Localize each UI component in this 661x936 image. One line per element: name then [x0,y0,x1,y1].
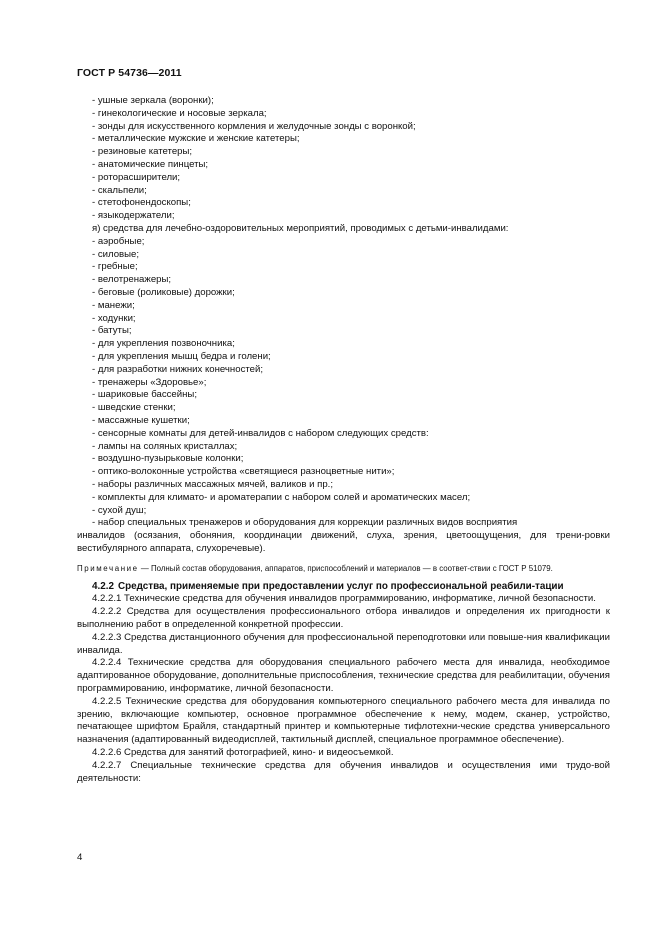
list-item: - оптико-волоконные устройства «светящиеся разноцветные нити»; [92,466,395,478]
list-item: - зонды для искусственного кормления и желудочные зонды с воронкой; [92,120,416,132]
list-item: - ушные зеркала (воронки); [92,95,214,106]
section-title: Средства, применяемые при предоставлении услуг по профессиональной реабили-тации [117,580,564,592]
list-item: - языкодержатели; [92,210,175,222]
list-item: - стетофонендоскопы; [92,197,191,209]
paragraph-text: Средства для занятий фотографией, кино- и видеосъемкой. [124,747,394,759]
section-heading-4-2-2 [77,581,610,594]
paragraph-number: 4.2.2.5 [92,695,122,707]
list-item: - сенсорные комнаты для детей-инвалидов с набором следующих средств: [92,427,429,439]
list-item: - анатомические пинцеты; [92,158,209,170]
note-label: Примечание [77,563,139,573]
list-item: - наборы различных массажных мячей, валиков и пр.; [92,478,334,490]
list-item: - для укрепления позвоночника; [92,338,235,350]
list-item: - скальпели; [92,184,147,196]
note-text: — Полный состав оборудования, аппаратов, приспособлений и материалов — в соответ-ствии с ГОСТ Р 51079. [138,563,553,573]
list-item: - воздушно-пузырьковые колонки; [92,453,244,465]
list-item: - гинекологические и носовые зеркала; [92,107,267,119]
paragraph-4-2-2-1 [77,593,610,606]
paragraph-text: Специальные технические средства для обучения инвалидов и осуществления ими трудо-вой деятельности: [77,759,610,784]
list-item: - для укрепления мышц бедра и голени; [92,350,271,362]
list-item: - ходунки; [92,312,136,324]
paragraph-text: Средства дистанционного обучения для профессиональной переподготовки или повыше-ния квалификации инвалида. [77,631,610,656]
list-item: - беговые (роликовые) дорожки; [92,286,235,298]
paragraph-text: Технические средства для обучения инвалидов программированию, информатике, личной безопасности. [124,593,596,605]
paragraph-number: 4.2.2.3 [92,631,122,643]
list-heading-ya: я) средства для лечебно-оздоровительных мероприятий, проводимых с детьми-инвалидами: [92,222,509,234]
body-text [77,95,611,785]
list-item: - для разработки нижних конечностей; [92,363,264,375]
paragraph-number: 4.2.2.2 [92,606,122,618]
section-number: 4.2.2 [92,580,114,592]
paragraph-text: Средства для осуществления профессионального отбора инвалидов и определения их пригодности к выполнению работ в определенной конкретной профессии. [77,606,611,631]
list-item-last: - набор специальных тренажеров и оборудования для коррекции различных видов восприятия [92,517,518,529]
list-item: - сухой душ; [92,504,147,516]
list-item: - велотренажеры; [92,274,172,286]
list-item: - гребные; [92,261,138,273]
list-item: - аэробные; [92,235,145,247]
paragraph-text: Технические средства для оборудования компьютерного специального рабочего места для инвалида по зрению, включающие компьютер, основное программное обеспечение к нему, модем, сканер, устройство, печатающее шрифтом Брайля, стандартный принтер и компьютерные тифлотехни-ческие средства универсального назначения (адаптированный видеодисплей, тактильный дисплей, специальное программное обеспечение). [77,695,610,746]
list-item-last-continuation: инвалидов (осязания, обоняния, координации движений, слуха, зрения, цветоощущения, для трени-ровки вестибулярного аппарата, слухоречевые). [77,530,610,554]
list-item: - комплекты для климато- и ароматерапии с набором солей и ароматических масел; [92,491,471,503]
list-item: - металлические мужские и женские катетеры; [92,133,300,145]
list-item: - тренажеры «Здоровье»; [92,376,207,388]
paragraph-4-2-2-5 [77,696,610,747]
list-item: - резиновые катетеры; [92,146,193,158]
list-item: - лампы на соляных кристаллах; [92,440,238,452]
paragraph-4-2-2-6 [77,747,610,760]
paragraph-number: 4.2.2.7 [92,759,122,771]
paragraph-4-2-2-7 [77,760,610,786]
paragraph-4-2-2-4 [77,657,610,695]
paragraph-number: 4.2.2.4 [92,657,122,669]
paragraph-number: 4.2.2.6 [92,747,122,759]
list-item: - массажные кушетки; [92,414,190,426]
list-item: - силовые; [92,248,140,260]
list-item: - шариковые бассейны; [92,389,197,401]
list-item: - роторасширители; [92,171,181,183]
paragraph-4-2-2-2 [77,606,610,632]
list-item: - батуты; [92,325,132,337]
list-item: - манежи; [92,299,135,311]
paragraph-text: Технические средства для оборудования специального рабочего места для инвалида, необходимое адаптированное оборудование, дополнительные приспособления, технические средства для реабилитации, обучения программированию, информатике, личной безопасности. [77,657,610,695]
document-header: ГОСТ Р 54736—2011 [77,67,182,79]
note-block [77,563,610,575]
list-item: - шведские стенки; [92,402,176,414]
page-number: 4 [77,852,83,863]
paragraph-number: 4.2.2.1 [92,593,122,605]
paragraph-4-2-2-3 [77,632,610,658]
